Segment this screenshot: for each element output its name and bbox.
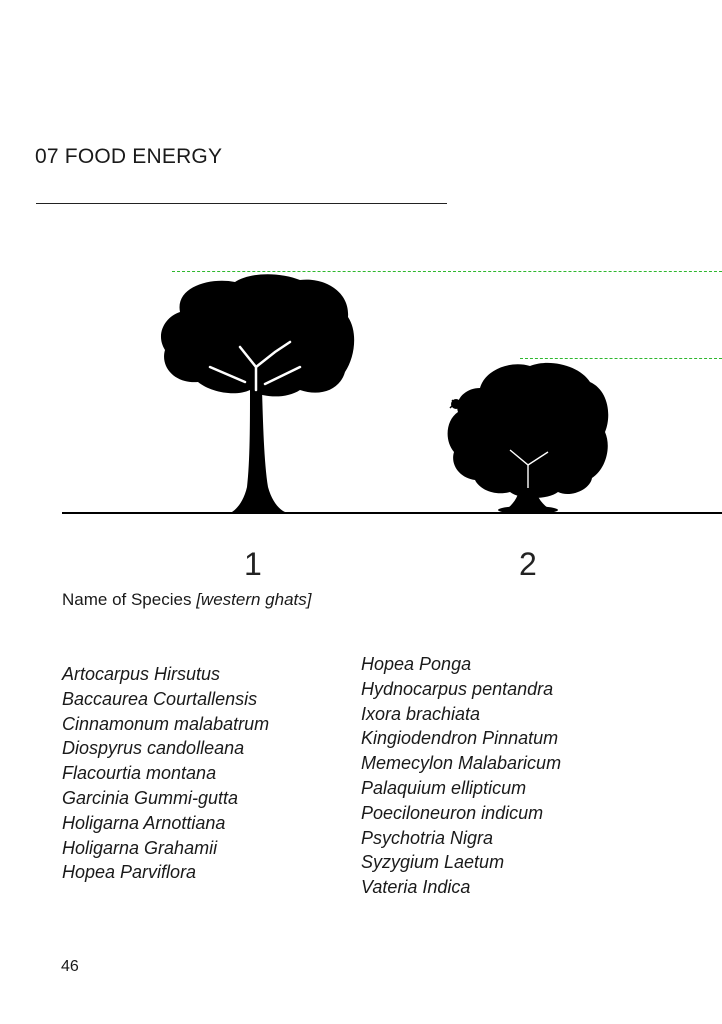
list-item: Garcinia Gummi-gutta [62,787,239,808]
list-item: Syzygium Laetum [361,852,505,873]
page-number: 46 [61,958,79,975]
species-list-left [62,662,269,885]
list-item: Kingiodendron Pinnatum [361,728,559,749]
title-underline [36,203,447,204]
ground-line [62,512,722,514]
tree-label-2: 2 [519,546,537,582]
tree-label-1: 1 [244,546,262,582]
list-item: Holigarna Arnottiana [62,812,226,833]
list-item: Palaquium ellipticum [361,777,527,798]
list-item: Artocarpus Hirsutus [62,664,221,684]
list-item: Hopea Parviflora [62,862,197,883]
list-item: Hopea Ponga [361,654,472,674]
list-item: Ixora brachiata [361,703,481,724]
list-item: Memecylon Malabaricum [361,753,562,774]
section-title: 07 FOOD ENERGY [35,145,223,168]
height-guide-line-tree-2 [520,358,722,359]
list-item: Psychotria Nigra [361,827,494,848]
shrub-silhouette-icon [440,360,615,515]
species-heading-region: [western ghats] [196,590,312,609]
list-item: Flacourtia montana [62,763,217,784]
list-item: Cinnamonum malabatrum [62,713,270,734]
list-item: Vateria Indica [361,877,471,898]
list-item: Hydnocarpus pentandra [361,678,554,699]
species-list-right [361,652,561,900]
species-heading-main: Name of Species [62,590,197,609]
list-item: Holigarna Grahamii [62,837,218,858]
tree-silhouette-icon [150,272,360,517]
list-item: Poeciloneuron indicum [361,802,544,823]
list-item: Diospyrus candolleana [62,738,245,759]
species-heading [62,590,311,610]
list-item: Baccaurea Courtallensis [62,688,258,709]
